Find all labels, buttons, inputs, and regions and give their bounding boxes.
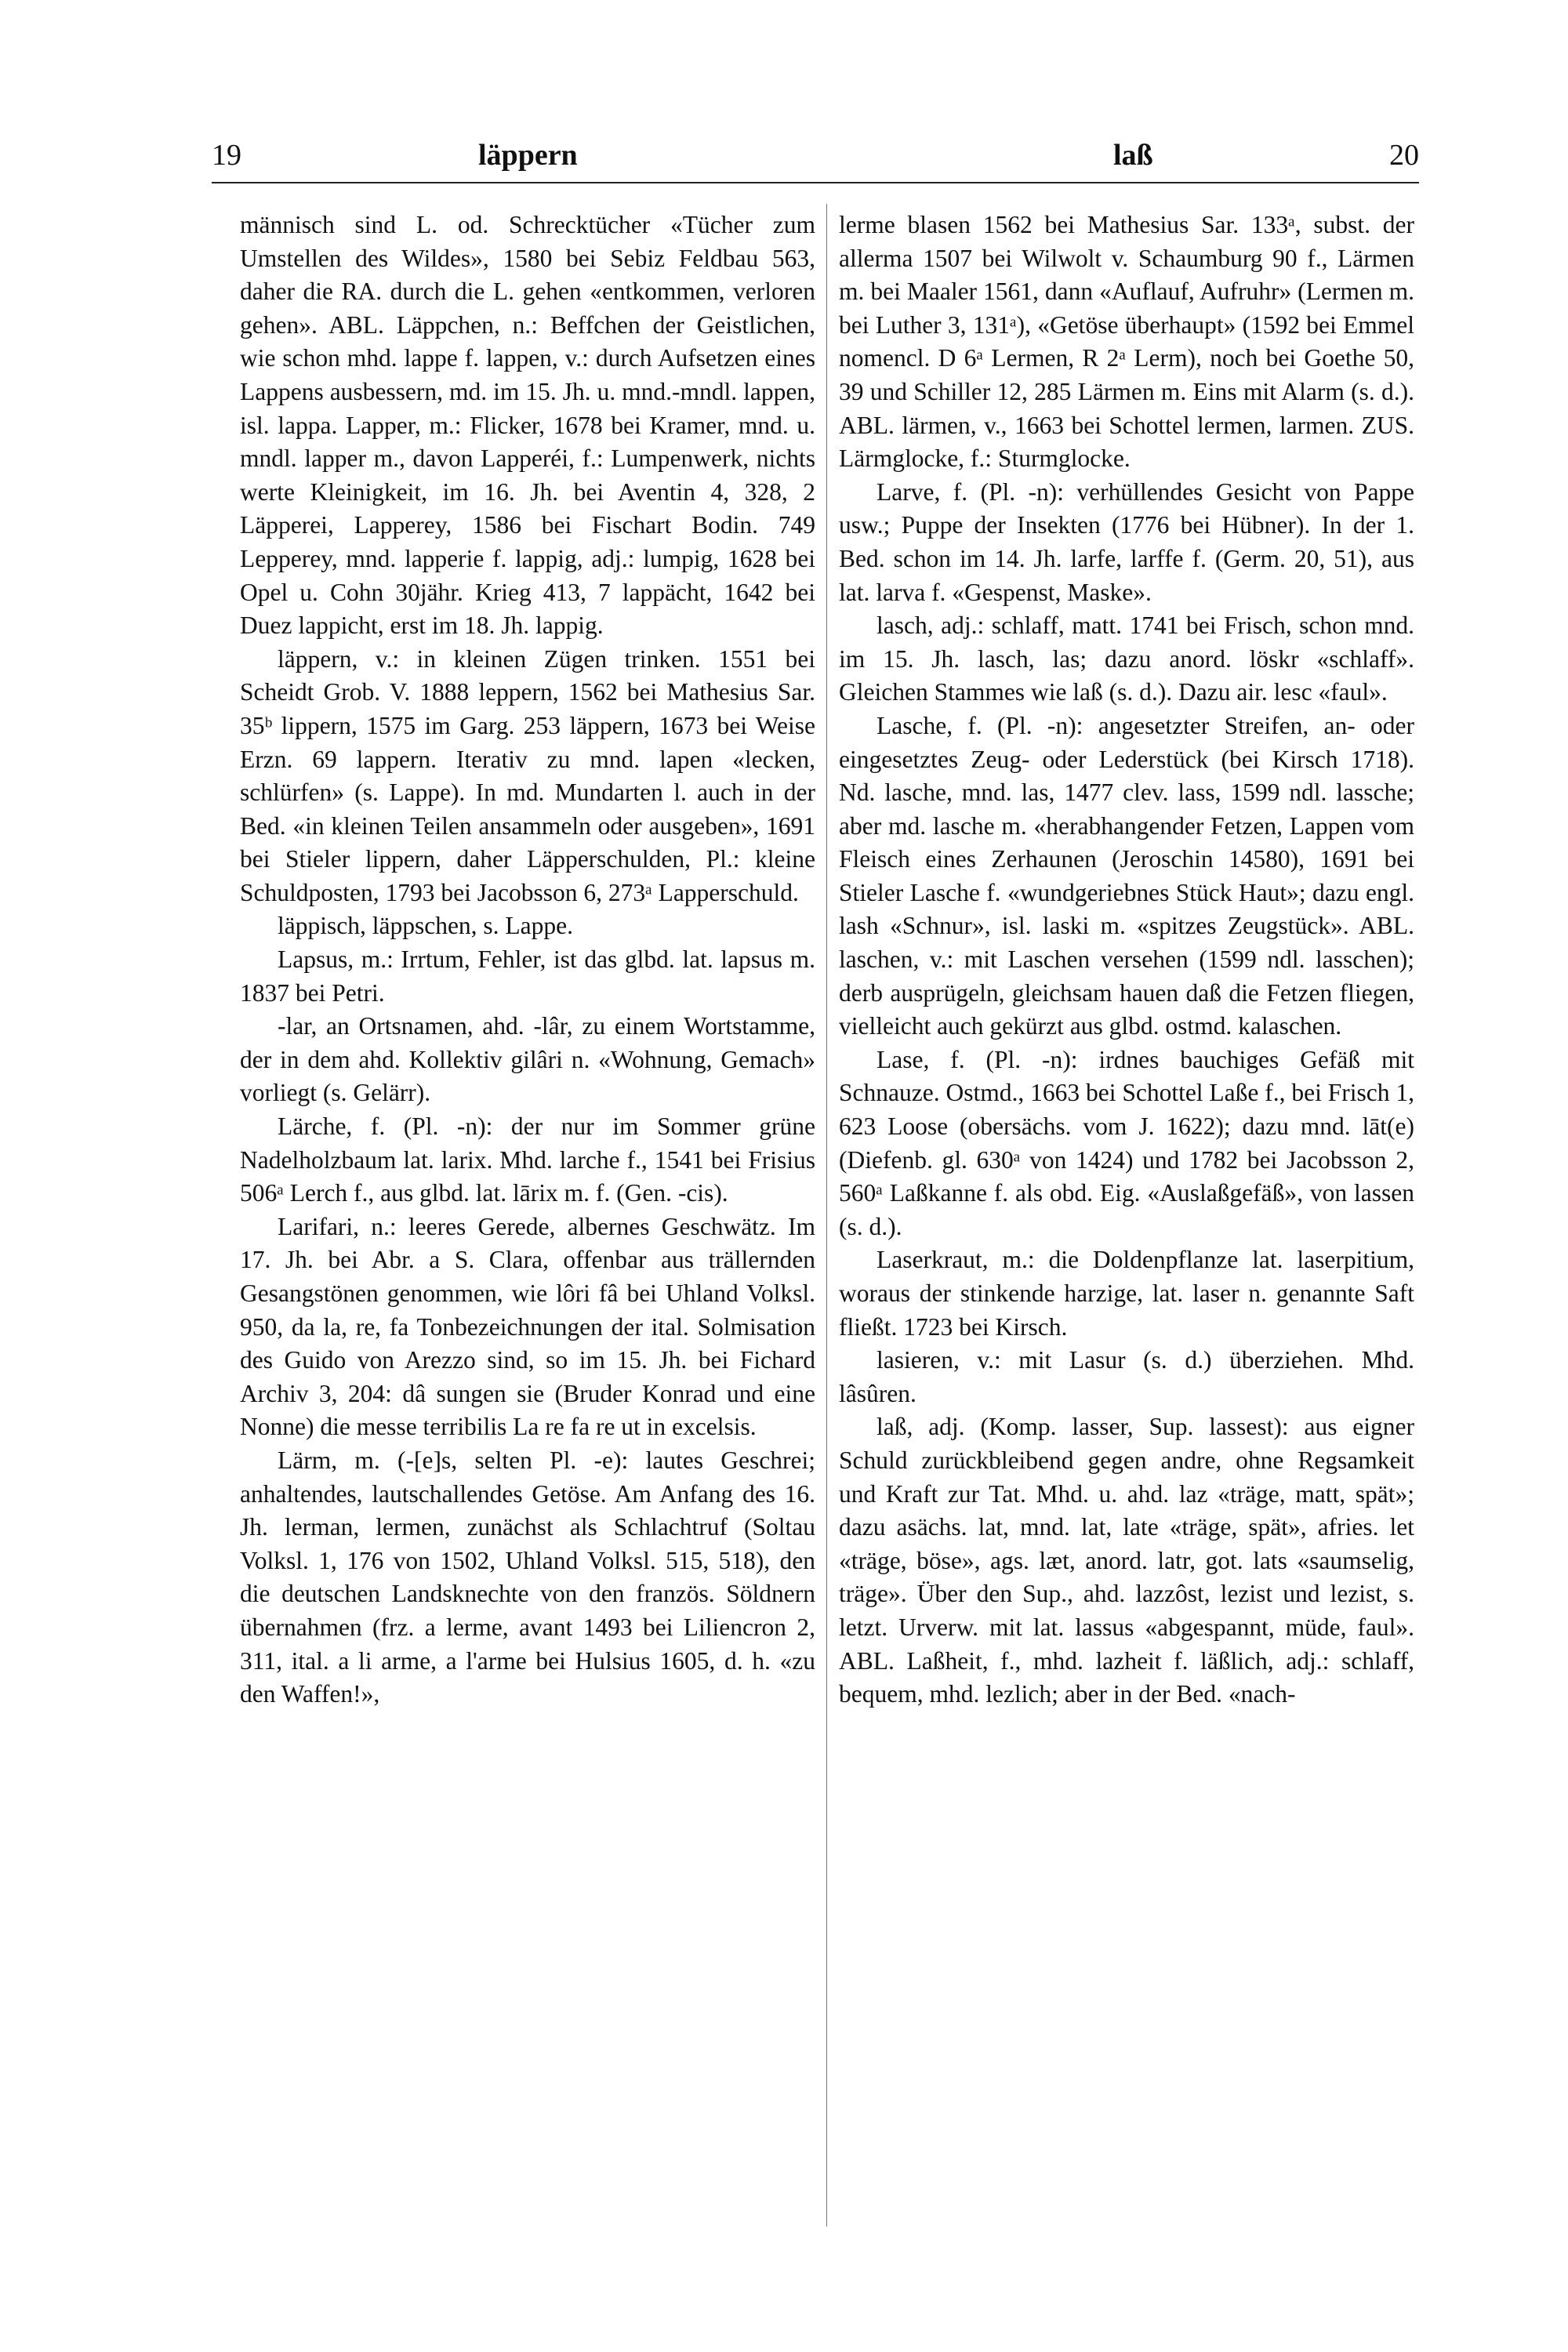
dictionary-entry: Lapsus, m.: Irrtum, Fehler, ist das glbd. lat. lapsus m. 1837 bei Petri. bbox=[240, 946, 815, 1007]
page-number-left: 19 bbox=[212, 139, 241, 172]
dictionary-entry: lasieren, v.: mit Lasur (s. d.) überziehen. Mhd. lâsûren. bbox=[839, 1346, 1414, 1407]
dictionary-entry: -lar, an Ortsnamen, ahd. -lâr, zu einem Wortstamme, der in dem ahd. Kollektiv gilâri n. «Wohnung, Gemach» vorliegt (s. Gelärr). bbox=[240, 1012, 815, 1107]
dictionary-entry: lerme blasen 1562 bei Mathesius Sar. 133ᵃ, subst. der allerma 1507 bei Wilwolt v. Schaumburg 90 f., Lärmen m. bei Maaler 1561, dann «Auflauf, Aufruhr» (Lermen m. bei Luther 3, 131ᵃ), «Getöse überhaupt» (1592 bei Emmel nomencl. D 6ᵃ Lermen, R 2ᵃ Lerm), noch bei Goethe 50, 39 und Schiller 12, 285 Lärmen m. Eins mit Alarm (s. d.). ABL. lärmen, v., 1663 bei Schottel lermen, larmen. ZUS. Lärmglocke, f.: Sturmglocke. bbox=[839, 211, 1414, 473]
header-rule bbox=[212, 182, 1419, 183]
page-number-right: 20 bbox=[1389, 139, 1419, 172]
right-column bbox=[839, 209, 1414, 1711]
dictionary-entry: läppern, v.: in kleinen Zügen trinken. 1551 bei Scheidt Grob. V. 1888 leppern, 1562 bei Mathesius Sar. 35ᵇ lippern, 1575 im Garg. 253 läppern, 1673 bei Weise Erzn. 69 lappern. Iterativ zu mnd. lapen «lecken, schlürfen» (s. Lappe). In md. Mundarten l. auch in der Bed. «in kleinen Teilen ansammeln oder ausgeben», 1691 bei Stieler lippern, daher Läpperschulden, Pl.: kleine Schuldposten, 1793 bei Jacobsson 6, 273ᵃ Lapperschuld. bbox=[240, 644, 815, 906]
dictionary-entry: Lärche, f. (Pl. -n): der nur im Sommer grüne Nadelholzbaum lat. larix. Mhd. larche f., 1541 bei Frisius 506ᵃ Lerch f., aus glbd. lat. lārix m. f. (Gen. -cis). bbox=[240, 1112, 815, 1207]
dictionary-entry: Lärm, m. (-[e]s, selten Pl. -e): lautes Geschrei; anhaltendes, lautschallendes Getöse. Am Anfang des 16. Jh. lerman, lermen, zunächst als Schlachtruf (Soltau Volksl. 1, 176 von 1502, Uhland Volksl. 515, 518), den die deutschen Landsknechte von den französ. Söldnern übernahmen (frz. a lerme, avant 1493 bei Liliencron 2, 311, ital. a li arme, a l'arme bei Hulsius 1605, d. h. «zu den Waffen!», bbox=[240, 1446, 815, 1708]
guide-word-right: laß bbox=[1113, 139, 1153, 172]
column-divider bbox=[826, 204, 827, 2227]
dictionary-entry: laß, adj. (Komp. lasser, Sup. lassest): aus eigner Schuld zurückbleibend gegen andre, ohne Regsamkeit und Kraft zur Tat. Mhd. u. ahd. laz «träge, matt, spät»; dazu asächs. lat, mnd. lat, late «träge, spät», afries. let «träge, böse», ags. læt, anord. latr, got. lats «saumselig, träge». Über den Sup., ahd. lazzôst, lezist und lezist, s. letzt. Urverw. mit lat. lassus «abgespannt, müde, faul». ABL. Laßheit, f., mhd. lazheit f. läßlich, adj.: schlaff, bequem, mhd. lezlich; aber in der Bed. «nach- bbox=[839, 1413, 1414, 1708]
dictionary-entry: Lase, f. (Pl. -n): irdnes bauchiges Gefäß mit Schnauze. Ostmd., 1663 bei Schottel Laße f., bei Frisch 1, 623 Loose (obersächs. vom J. 1622); dazu mnd. lāt(e) (Diefenb. gl. 630ᵃ von 1424) und 1782 bei Jacobsson 2, 560ᵃ Laßkanne f. als obd. Eig. «Auslaßgefäß», von lassen (s. d.). bbox=[839, 1045, 1414, 1240]
running-header bbox=[212, 132, 1419, 179]
dictionary-entry: lasch, adj.: schlaff, matt. 1741 bei Frisch, schon mnd. im 15. Jh. lasch, las; dazu anord. löskr «schlaff». Gleichen Stammes wie laß (s. d.). Dazu air. lesc «faul». bbox=[839, 612, 1414, 706]
dictionary-entry: Lasche, f. (Pl. -n): angesetzter Streifen, an- oder eingesetztes Zeug- oder Lederstück (bei Kirsch 1718). Nd. lasche, mnd. las, 1477 clev. lass, 1599 ndl. lassche; aber md. lasche m. «herabhangender Fetzen, Lappen vom Fleisch eines Zerhaunen (Jeroschin 14580), 1691 bei Stieler Lasche f. «wundgeriebnes Stück Haut»; dazu engl. lash «Schnur», isl. laski m. «spitzes Zeugstück». ABL. laschen, v.: mit Laschen versehen (1599 ndl. lasschen); derb ausprügeln, gleichsam hauen daß die Fetzen fliegen, vielleicht auch gekürzt aus glbd. ostmd. kalaschen. bbox=[839, 711, 1414, 1040]
dictionary-entry: Larve, f. (Pl. -n): verhüllendes Gesicht von Pappe usw.; Puppe der Insekten (1776 bei Hübner). In der 1. Bed. schon im 14. Jh. larfe, larffe f. (Germ. 20, 51), aus lat. larva f. «Gespenst, Maske». bbox=[839, 477, 1414, 606]
left-column bbox=[240, 209, 815, 1711]
dictionary-entry: männisch sind L. od. Schrecktücher «Tücher zum Umstellen des Wildes», 1580 bei Sebiz Feldbau 563, daher die RA. durch die L. gehen «entkommen, verloren gehen». ABL. Läppchen, n.: Beffchen der Geistlichen, wie schon mhd. lappe f. lappen, v.: durch Aufsetzen eines Lappens ausbessern, md. im 15. Jh. u. mnd.-mndl. lappen, isl. lappa. Lapper, m.: Flicker, 1678 bei Kramer, mnd. u. mndl. lapper m., davon Lapperéi, f.: Lumpenwerk, nichts werte Kleinigkeit, im 16. Jh. bei Aventin 4, 328, 2 Läpperei, Lapperey, 1586 bei Fischart Bodin. 749 Lepperey, mnd. lapperie f. lappig, adj.: lumpig, 1628 bei Opel u. Cohn 30jähr. Krieg 413, 7 lappächt, 1642 bei Duez lappicht, erst im 18. Jh. lappig. bbox=[240, 211, 815, 640]
guide-word-left: läppern bbox=[478, 139, 578, 172]
dictionary-entry: läppisch, läppschen, s. Lappe. bbox=[278, 912, 574, 940]
dictionary-entry: Larifari, n.: leeres Gerede, albernes Geschwätz. Im 17. Jh. bei Abr. a S. Clara, offenbar aus trällernden Gesangstönen genommen, wie lôri fâ bei Uhland Volksl. 950, da la, re, fa Tonbezeichnungen der ital. Solmisation des Guido von Arezzo sind, so im 15. Jh. bei Fichard Archiv 3, 204: dâ sungen sie (Bruder Konrad und eine Nonne) die messe terribilis La re fa re ut in excelsis. bbox=[240, 1212, 815, 1441]
dictionary-entry: Laserkraut, m.: die Doldenpflanze lat. laserpitium, woraus der stinkende harzige, lat. laser n. genannte Saft fließt. 1723 bei Kirsch. bbox=[839, 1246, 1414, 1341]
